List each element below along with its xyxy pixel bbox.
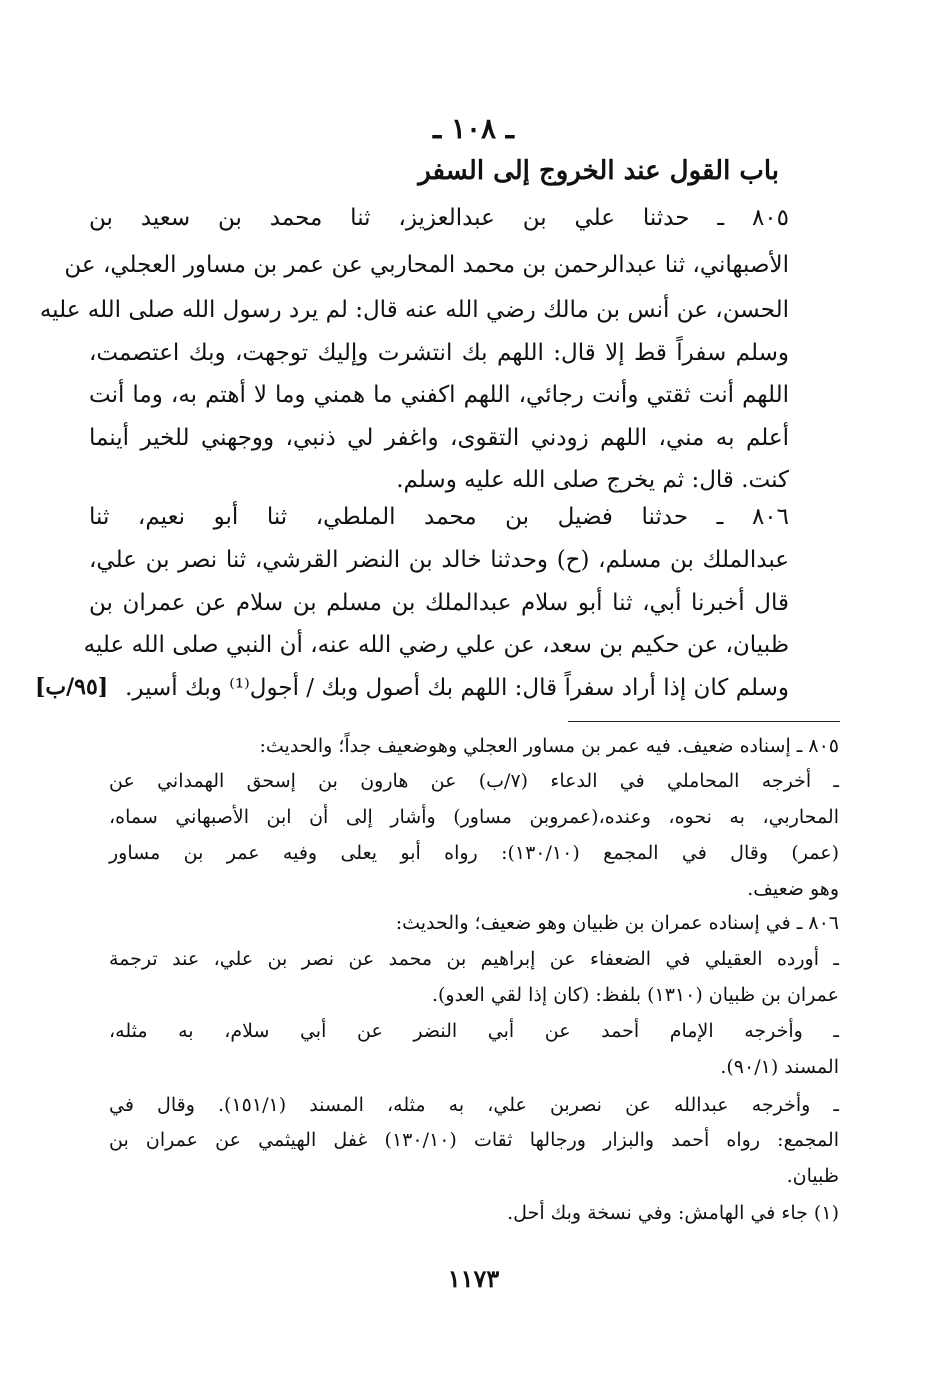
footnote-line-14: (١) جاء في الهامش: وفي نسخة وبك أحل. — [507, 1202, 839, 1224]
body-line-7: كنت. قال: ثم يخرج صلى الله عليه وسلم. — [396, 467, 789, 493]
page-number-header: ـ ١٠٨ ـ — [432, 112, 515, 145]
footnote-line-1: ٨٠٥ ـ إسناده ضعيف. فيه عمر بن مساور العجلي وهوضعيف جداً؛ والحديث: — [259, 735, 839, 757]
footnote-line-12: المجمع: رواه أحمد والبزار ورجالها ثقات (١٣٠/١٠) غفل الهيثمي عن عمران بن — [109, 1129, 839, 1151]
footnote-line-3: المحاربي، به نحوه، وعنده،(عمروبن مساور) وأشار إلى أن ابن الأصبهاني سماه، — [109, 806, 839, 828]
footnote-line-9: ـ وأخرجه الإمام أحمد عن أبي النضر عن أبي سلام، به مثله، — [109, 1020, 839, 1042]
body-line-6: أعلم به مني، اللهم زودني التقوى، واغفر لي ذنبي، ووجهني للخير أينما — [89, 425, 789, 451]
body-line-5: اللهم أنت ثقتي وأنت رجائي، اللهم اكفني ما همني وما لا أهتم به، وما أنت — [89, 382, 789, 408]
footnote-line-8: عمران بن ظبيان (١٣١٠) بلفظ: (كان إذا لقي العدو). — [431, 984, 839, 1006]
footnote-line-7: ـ أورده العقيلي في الضعفاء عن إبراهيم بن محمد عن نصر بن علي، عند ترجمة — [109, 948, 839, 970]
footnote-line-4: (عمر) وقال في المجمع (١٣٠/١٠): رواه أبو يعلى وفيه عمر بن مساور — [109, 842, 839, 864]
footnote-line-11: ـ وأخرجه عبدالله عن نصربن علي، به مثله، المسند (١٥١/١). وقال في — [109, 1094, 839, 1116]
footnote-line-13: ظبيان. — [786, 1165, 839, 1187]
body-line-12: وسلم كان إذا أراد سفراً قال: اللهم بك أصول وبك / أجول⁽¹⁾ وبك أسير. — [125, 675, 789, 701]
body-line-11: ظبيان، عن حكيم بن سعد، عن علي رضي الله عنه، أن النبي صلى الله عليه — [83, 632, 789, 658]
body-line-4: وسلم سفراً قط إلا قال: اللهم بك انتشرت وإليك توجهت، وبك اعتصمت، — [89, 340, 789, 366]
body-line-9: عبدالملك بن مسلم، (ح) وحدثنا خالد بن النضر القرشي، ثنا نصر بن علي، — [89, 547, 789, 573]
footnote-line-10: المسند (٩٠/١). — [720, 1056, 839, 1078]
footnote-divider — [568, 721, 840, 722]
body-line-3: الحسن، عن أنس بن مالك رضي الله عنه قال: لم يرد رسول الله صلى الله عليه — [39, 297, 789, 323]
body-line-10: قال أخبرنا أبي، ثنا أبو سلام عبدالملك بن مسلم بن سلام عن عمران بن — [89, 590, 789, 616]
footnote-line-2: ـ أخرجه المحاملي في الدعاء (٧/ب) عن هارون بن إسحق الهمداني عن — [109, 770, 840, 792]
footnote-line-5: وهو ضعيف. — [747, 878, 839, 900]
body-line-2: الأصبهاني، ثنا عبدالرحمن بن محمد المحاربي عن عمر بن مساور العجلي، عن — [64, 252, 789, 278]
body-line-8: ٨٠٦ ـ حدثنا فضيل بن محمد الملطي، ثنا أبو نعيم، ثنا — [89, 504, 789, 530]
margin-folio-reference: [٩٥/ب] — [35, 674, 109, 700]
body-line-1: ٨٠٥ ـ حدثنا علي بن عبدالعزيز، ثنا محمد بن سعيد بن — [89, 205, 789, 231]
page-folio: ١١٧٣ — [447, 1264, 500, 1293]
footnote-line-6: ٨٠٦ ـ في إسناده عمران بن ظبيان وهو ضعيف؛ والحديث: — [395, 912, 839, 934]
chapter-title: باب القول عند الخروج إلى السفر — [418, 156, 779, 186]
